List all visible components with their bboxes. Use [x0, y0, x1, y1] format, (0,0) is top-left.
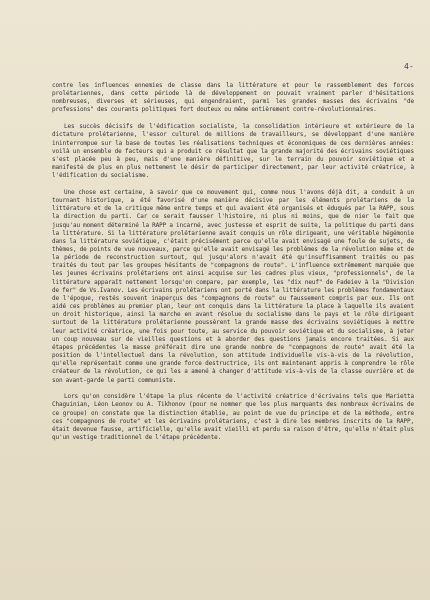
- page-number: 4-: [403, 62, 414, 71]
- paragraph-4: Lors qu'on considère l'étape la plus récente de l'activité créatrice d'écrivains tels que Marietta Chaguinian, Léon Leonov ou A. Tikhonov (pour ne nommer que les plus marquants des nombreux écrivains de ce groupe) on constate que la distinction établie, au point de vue du principe et de la méthode, entre ces "compagnons de route" et les écrivains prolétariens, c'est à dire les membres inscrits de la RAPP, était devenue fausse, artificielle, qu'elle avait vieilli et perdu sa raison d'être, qu'elle n'était plus qu'un vestige traditionnel de l'étape précédente.: [52, 393, 414, 442]
- paragraph-2: Les succès décisifs de l'édification socialiste, la consolidation intérieure et extérieure de la dictature prolétarienne, l'essor culturel de millions de travailleurs, se développant d'une manière ininterrompue sur la base de toutes les réalisations techniques et économiques de ces dernières années: voilà un ensemble de facteurs qui a produit ce résultat que la grande majorité des écrivains soviétiques s'est placée peu à peu, mais d'une manière définitive, sur le terrain du pouvoir soviétique et a manifesté de plus en plus nettement le désir de participer directement, par leur activité créatrice, à l'édification du socialisme.: [52, 123, 414, 180]
- paragraph-1: contre les influences ennemies de classe dans la littérature et pour le rassemblement des forces prolétariennes, dans cette période là de développement on pouvait vraiment parler d'hésitations nombreuses, diverses et sérieuses, qui engendraient, parmi les grandes masses des écrivains "de professions" des courants politiques fort douteux ou même entièrement contre-révolutionnaires.: [52, 82, 414, 114]
- paragraph-3: Une chose est certaine, à savoir que ce mouvement qui, comme nous l'avons déjà dit, a conduit à un tournant historique, a été favorisé d'une manière décisive par les éléments prolétariens de la littérature et de la critique même entre temps et qui avaient été organisés et éduqués par la RAPP, sous la direction du parti. Car ce serait fausser l'histoire, ni plus ni moins, que de nier le fait que jusqu'au moment déterminé la RAPP a incarné, avec justesse et esprit de suite, la politique du parti dans la littérature. Si la littérature prolétarienne avait conquis un rôle dirigeant, une véritable hégémonie dans la littérature soviétique, c'était précisément parce qu'elle avait envisagé une foule de sujets, de thèmes, de points de vue nouveaux, parce qu'elle avait envisagé les problèmes de la révolution même et de la période de reconstruction surtout, qui jusqu'alors n'avait été qu'insuffisamment traités ou pas traités du tout par les groupes hésitants de "compagnons de route". L'influence extrêmement marquée que les jeunes écrivains prolétariens ont ainsi acquise sur les cadres plus vieux, "professionnels", de la littérature apparaît nettement lorsqu'on compare, par exemple, les "dix neuf" de Fadeiev à la "Division de fer" de Vs.Ivanov. Les écrivains prolétariens ont porté dans la littérature les problèmes fondamentaux de l'époque, restés souvent inaperçus des "compagnons de route" ou faussement compris par eux. Ils ont aidé ces problèmes au premier plan, leur ont conquis dans la littérature la place à laquelle ils avaient un droit historique, ainsi la marche en avant résolue du socialisme dans le pays et le rôle dirigeant surtout de la littérature prolétarienne poussèrent la grande masse des écrivains soviétiques à mettre leur activité créatrice, une fois pour toute, au service du pouvoir soviétique et du socialisme, à jeter un coup nouveau sur de vieilles questions et à aborder des questions jamais encore traitées. Si aux étapes précédentes la masse préférait dire une grande nombre de "compagnons de route" avait été la position de l'intellectuel dans la révolution, son attitude individuelle vis-à-vis de la révolution, qu'elle représentait comme une grande force destructrice, ils ont maintenant appris à comprendre le rôle créateur de la révolution, ce qui les a amené à changer d'attitude vis-à-vis de la classe ouvrière et de son avant-garde le parti communiste.: [52, 188, 414, 384]
- body-text: [52, 82, 414, 442]
